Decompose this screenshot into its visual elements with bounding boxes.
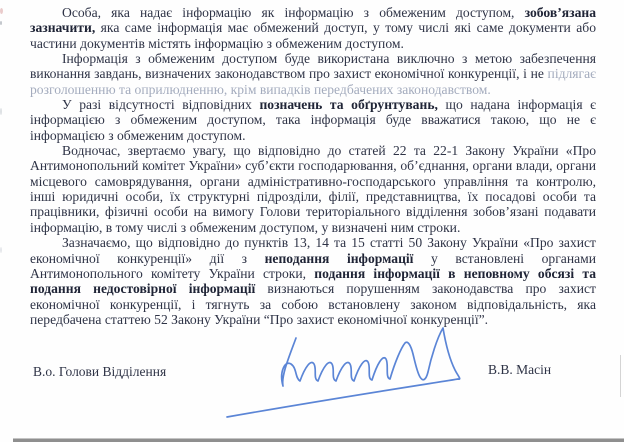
text-segment: Інформація з обмеженим доступом буде використана виключно з метою забезпечення виконання завдань, визначених законодавством про захист економічної конкуренції, і не bbox=[30, 51, 596, 82]
paragraph bbox=[30, 51, 596, 97]
text-segment: у встановлені органами Антимонопольного комітету України строки, bbox=[30, 250, 596, 281]
text-segment: визнаються порушенням законодавства про захист економічної конкуренції, і тягнуть за собою встановлену законом відповідальність, яка передбачена статтею 52 Закону України “Про захист економічної конкуренції”. bbox=[30, 281, 596, 327]
scan-artifact-speck bbox=[0, 108, 2, 115]
scan-bottom-edge bbox=[13, 438, 624, 442]
text-segment: неподання інформації bbox=[264, 250, 414, 266]
paragraph bbox=[30, 97, 596, 143]
text-segment: яка саме інформація має обмежений доступ, у тому числі які саме документи або частини документів містять інформацію з обмеженим доступом. bbox=[30, 20, 596, 51]
text-segment: Зазначаємо, що відповідно до пунктів 13, 14 та 15 статті 50 Закону України «Про захист економічної конкуренції» дії з bbox=[30, 235, 596, 266]
text-segment: позначень та обґрунтувань, bbox=[259, 97, 438, 113]
paragraph bbox=[30, 143, 596, 235]
scan-artifact-speck bbox=[0, 247, 2, 253]
scan-edge-line bbox=[620, 355, 621, 397]
text-segment: підлягає розголошенню та оприлюдненню, крім випадків передбачених законодавством. bbox=[30, 66, 596, 97]
signatory-name-label: В.В. Масін bbox=[488, 362, 552, 377]
scan-artifact-speck bbox=[0, 21, 2, 25]
paragraph bbox=[30, 5, 596, 51]
text-segment: У разі відсутності відповідних bbox=[62, 97, 260, 113]
text-segment: Особа, яка надає інформацію як інформацію з обмеженим доступом, bbox=[62, 5, 525, 20]
signature-row bbox=[0, 362, 624, 422]
text-segment: подання інформації в неповному обсязі та подання недостовірної інформації bbox=[30, 265, 596, 297]
scan-artifact-speck bbox=[0, 8, 3, 14]
signatory-role-label: В.о. Голови Відділення bbox=[33, 364, 167, 379]
text-segment: що надана інформація є інформацією з обмеженим доступом, така інформація буде вважатися такою, що не є інформацією з обмеженим доступом. bbox=[30, 97, 596, 143]
text-segment: Водночас, звертаємо увагу, що відповідно до статей 22 та 22-1 Закону України «Про Антимонопольний комітет України» суб’єкти господарювання, об’єднання, органи влади, органи місцевого самоврядування, органи адміністративно-господарського управління та контролю, інші юридичні особи, їх структурні підрозділи, філії, представництва, їх посадові особи та працівники, фізичні особи на вимогу Голови територіального відділення зобов’язані подавати інформацію, в тому числі з обмеженим доступом, у визначені ним строки. bbox=[30, 143, 596, 235]
text-segment: зобов’язана зазначити, bbox=[30, 5, 596, 36]
document-text-block bbox=[30, 5, 596, 327]
